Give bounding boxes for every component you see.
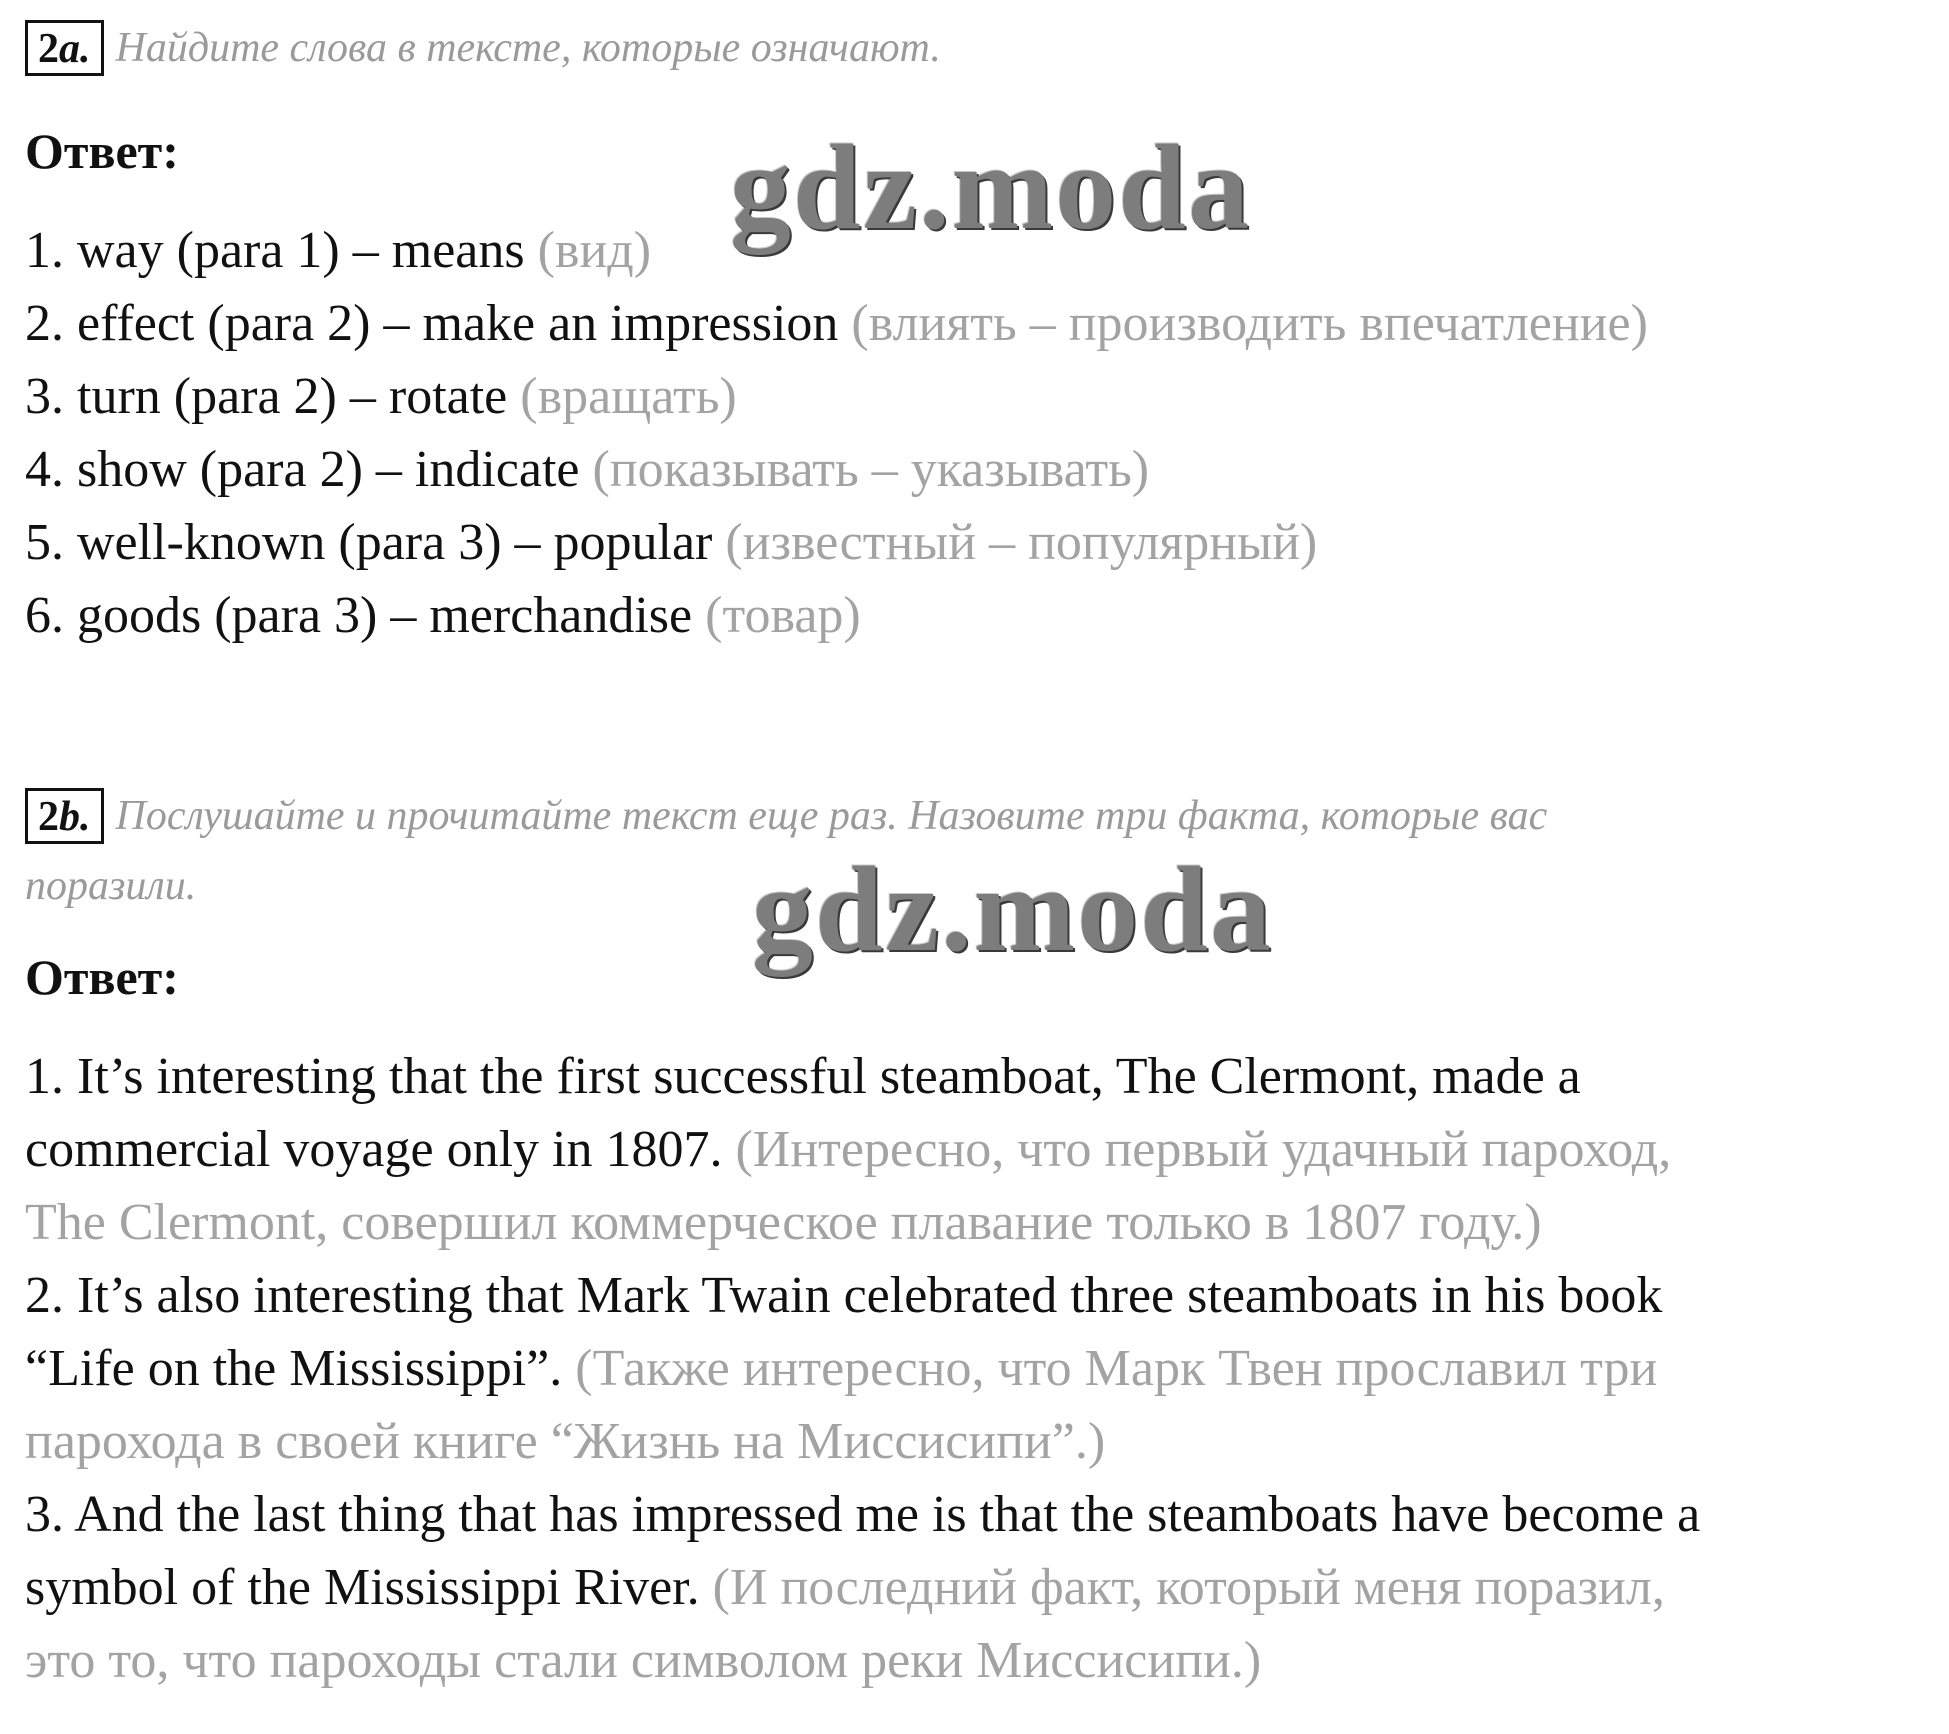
answer-en: commercial voyage only in 1807. (25, 1121, 723, 1178)
text-line (25, 1259, 1925, 1332)
answer-ru: (вращать) (520, 368, 737, 425)
text-line (25, 1332, 1925, 1405)
task-2a-answer-list (25, 214, 1648, 652)
answer-en: 5. well-known (para 3) – popular (25, 514, 713, 571)
task-2b-answer-label: Ответ: (25, 949, 179, 1005)
answer-ru: (известный – популярный) (725, 514, 1318, 571)
answer-en: 3. And the last thing that has impressed me is that the steamboats have become a (25, 1486, 1701, 1543)
watermark-logo-1: gdz.moda (730, 120, 1251, 255)
task-2b-header (25, 788, 1547, 844)
task-2a-badge-letter: a. (59, 26, 91, 72)
answer-ru: (показывать – указывать) (592, 441, 1150, 498)
text-line (25, 1478, 1925, 1551)
task-2a-answer-label: Ответ: (25, 123, 179, 179)
task-2a-badge (25, 20, 104, 76)
answer-ru: (Интересно, что первый удачный пароход, (735, 1121, 1672, 1178)
answer-en: 1. way (para 1) – means (25, 222, 525, 279)
answer-en: 2. effect (para 2) – make an impression (25, 295, 839, 352)
list-item (25, 360, 1648, 433)
text-line (25, 1624, 1925, 1697)
task-2b-badge (25, 788, 104, 844)
answer-en: 6. goods (para 3) – merchandise (25, 587, 693, 644)
text-line (25, 1040, 1925, 1113)
list-item (25, 506, 1648, 579)
answer-ru: (товар) (705, 587, 861, 644)
task-2b-instruction: Послушайте и прочитайте текст еще раз. Назовите три факта, которые вас (115, 793, 1548, 839)
answer-ru: это то, что пароходы стали символом реки Миссисипи.) (25, 1632, 1262, 1689)
answer-en: symbol of the Mississippi River. (25, 1559, 700, 1616)
answer-en: 2. It’s also interesting that Mark Twain celebrated three steamboats in his book (25, 1267, 1663, 1324)
watermark-logo-2: gdz.moda (752, 842, 1273, 977)
text-line (25, 1113, 1925, 1186)
answer-ru: (Также интересно, что Марк Твен прославил три (575, 1340, 1658, 1397)
list-item (25, 433, 1648, 506)
answer-ru: (влиять – производить впечатление) (851, 295, 1648, 352)
answer-ru: (вид) (537, 222, 652, 279)
answer-ru: (И последний факт, который меня поразил, (712, 1559, 1665, 1616)
text-line (25, 1186, 1925, 1259)
answer-en: 1. It’s interesting that the first successful steamboat, The Clermont, made a (25, 1048, 1581, 1105)
task-2a-instruction: Найдите слова в тексте, которые означают. (115, 25, 941, 71)
answer-ru: The Clermont, совершил коммерческое плавание только в 1807 году.) (25, 1194, 1542, 1251)
list-item (25, 579, 1648, 652)
answer-en: “Life on the Mississippi”. (25, 1340, 563, 1397)
list-item (25, 214, 1648, 287)
answer-ru: парохода в своей книге “Жизнь на Миссисипи”.) (25, 1413, 1106, 1470)
task-2b-badge-letter: b. (59, 794, 91, 840)
text-line (25, 1551, 1925, 1624)
task-2b-answer-text (25, 1040, 1925, 1697)
task-2a-header (25, 20, 941, 76)
answer-en: 3. turn (para 2) – rotate (25, 368, 508, 425)
task-2b-badge-number: 2 (38, 794, 59, 840)
text-line (25, 1405, 1925, 1478)
task-2b-instruction-continued: поразили. (25, 863, 197, 909)
task-2a-badge-number: 2 (38, 26, 59, 72)
list-item (25, 287, 1648, 360)
answer-en: 4. show (para 2) – indicate (25, 441, 580, 498)
